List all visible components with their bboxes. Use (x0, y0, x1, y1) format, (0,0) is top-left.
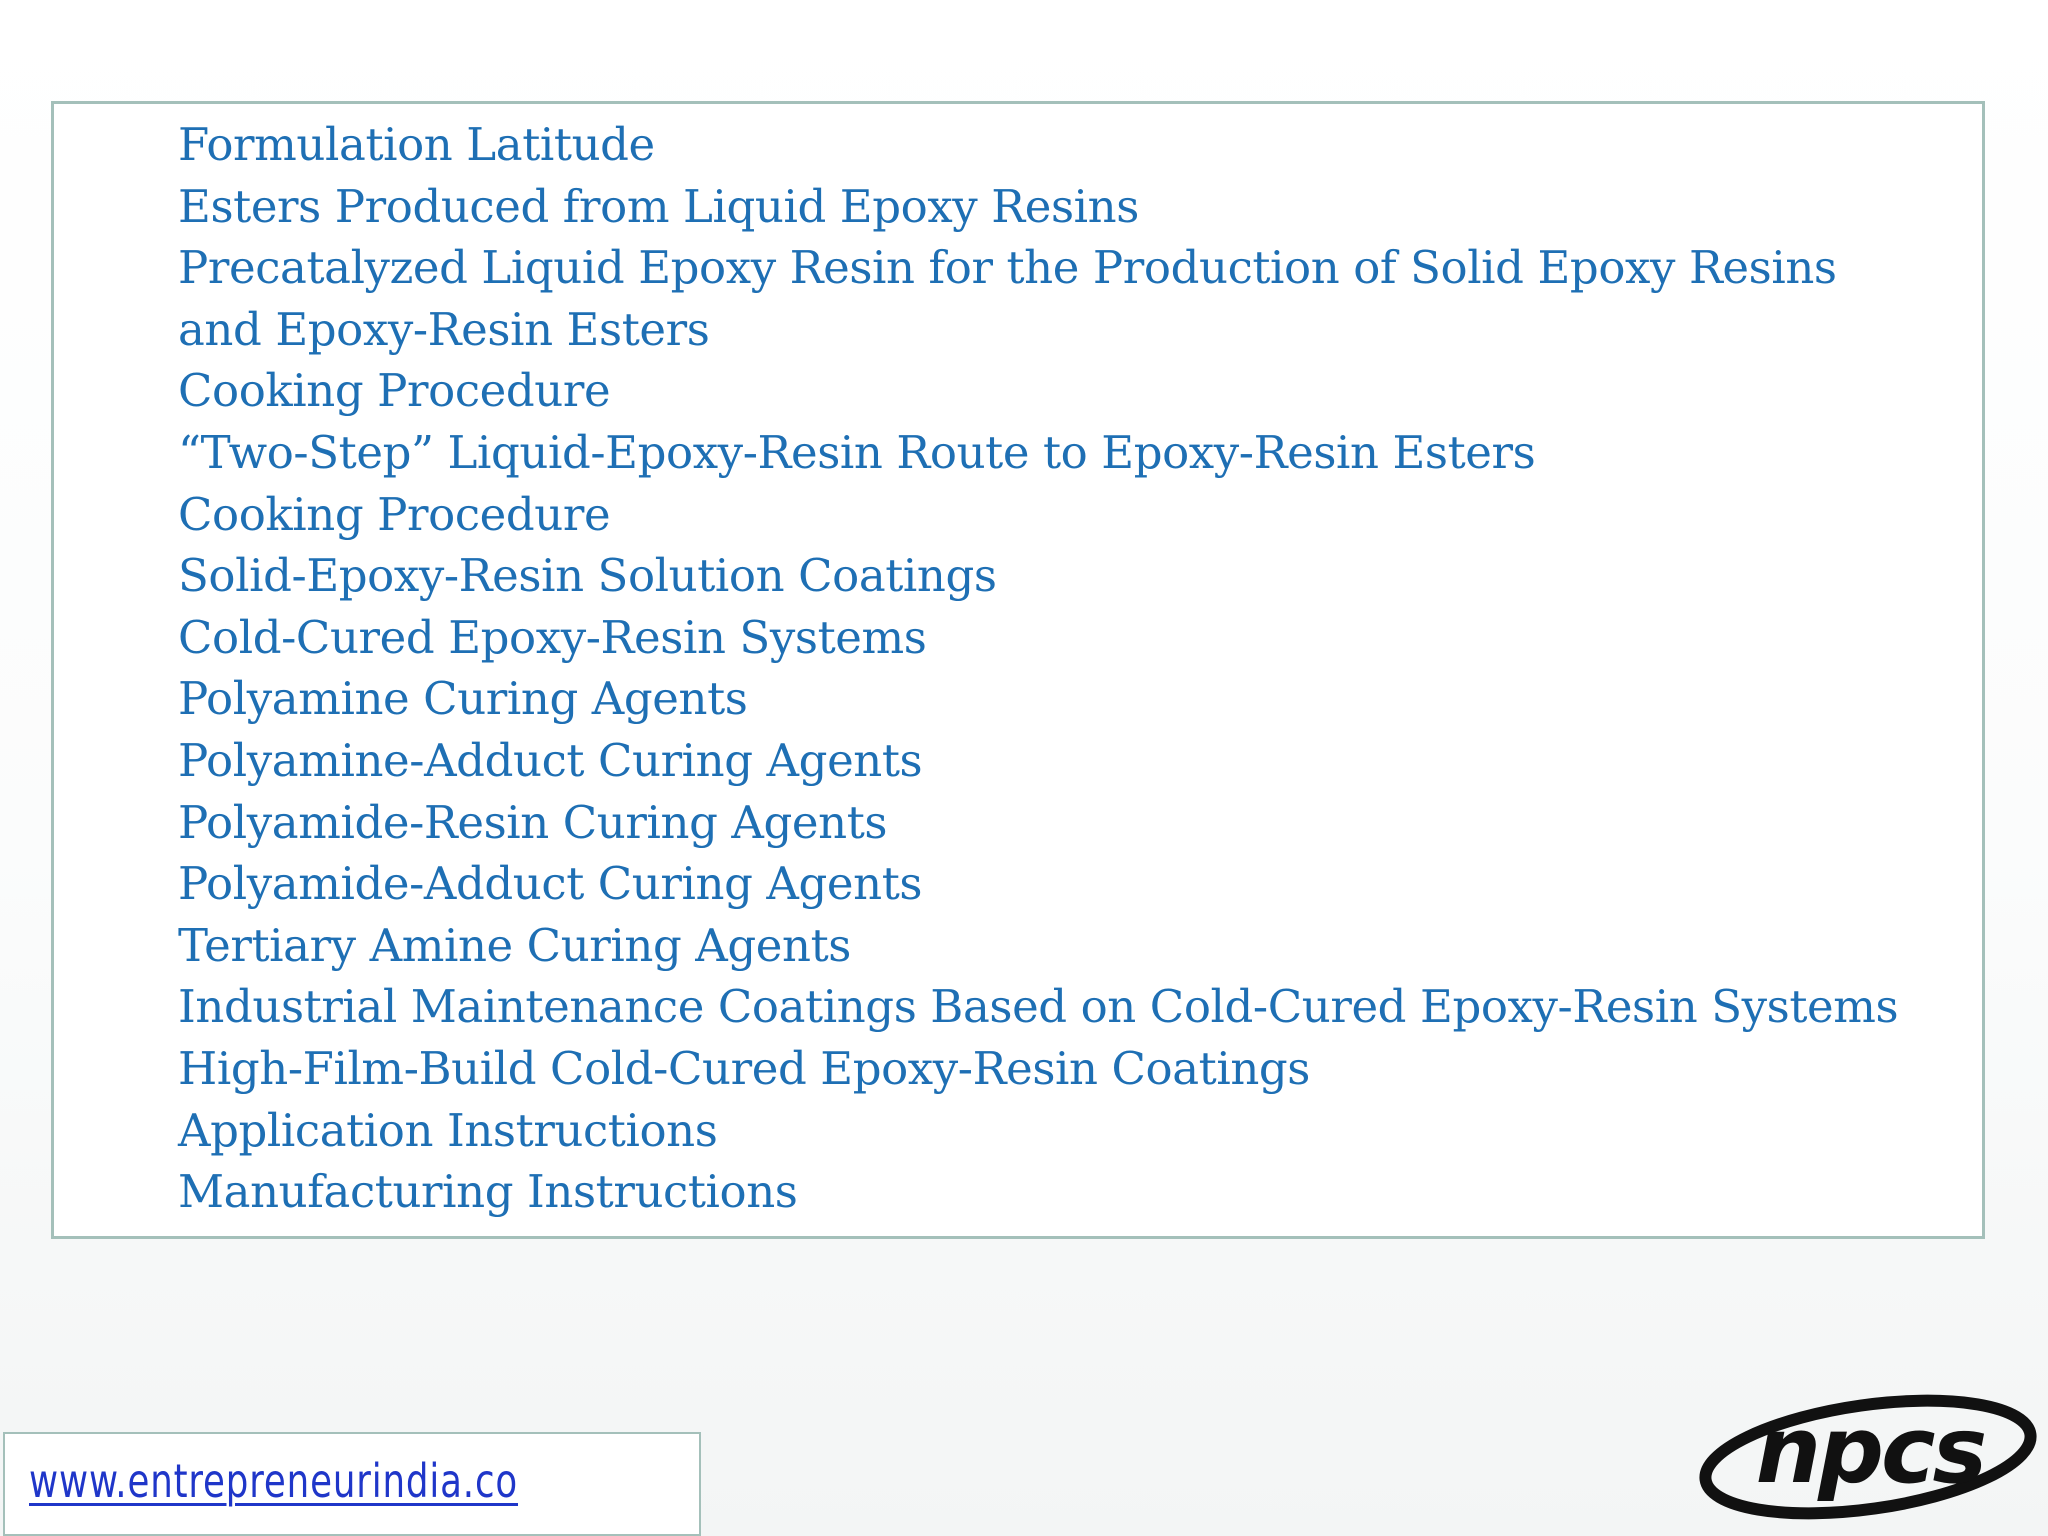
toc-item: Cooking Procedure (178, 487, 611, 541)
toc-item: Formulation Latitude (178, 118, 655, 171)
toc-item: Solid-Epoxy-Resin Solution Coatings (178, 549, 997, 603)
toc-item: Application Instructions (178, 1103, 718, 1157)
toc-item: Cooking Procedure (178, 364, 611, 418)
toc-item: Precatalyzed Liquid Epoxy Resin for the Production of Solid Epoxy Resins (178, 241, 1837, 295)
toc-list (178, 114, 1968, 1223)
toc-item: Tertiary Amine Curing Agents (178, 918, 851, 972)
toc-item: Polyamide-Adduct Curing Agents (178, 857, 923, 911)
toc-item: Esters Produced from Liquid Epoxy Resins (178, 179, 1139, 233)
toc-item: High-Film-Build Cold-Cured Epoxy-Resin Coatings (178, 1041, 1310, 1095)
logo-text: npcs (1755, 1397, 1985, 1504)
toc-item: and Epoxy-Resin Esters (178, 302, 710, 356)
toc-item: Industrial Maintenance Coatings Based on Cold-Cured Epoxy-Resin Systems (178, 980, 1899, 1034)
toc-item: Cold-Cured Epoxy-Resin Systems (178, 610, 927, 664)
toc-item: Polyamide-Resin Curing Agents (178, 795, 888, 849)
footer-url-box (3, 1432, 701, 1536)
toc-item: Polyamine-Adduct Curing Agents (178, 733, 923, 787)
toc-item: Polyamine Curing Agents (178, 672, 748, 726)
website-link[interactable]: www.entrepreneurindia.co (29, 1454, 519, 1508)
npcs-logo (1696, 1392, 2040, 1522)
toc-item: “Two-Step” Liquid-Epoxy-Resin Route to Epoxy-Resin Esters (178, 425, 1536, 479)
toc-item: Manufacturing Instructions (178, 1165, 798, 1219)
toc-box (51, 101, 1985, 1239)
